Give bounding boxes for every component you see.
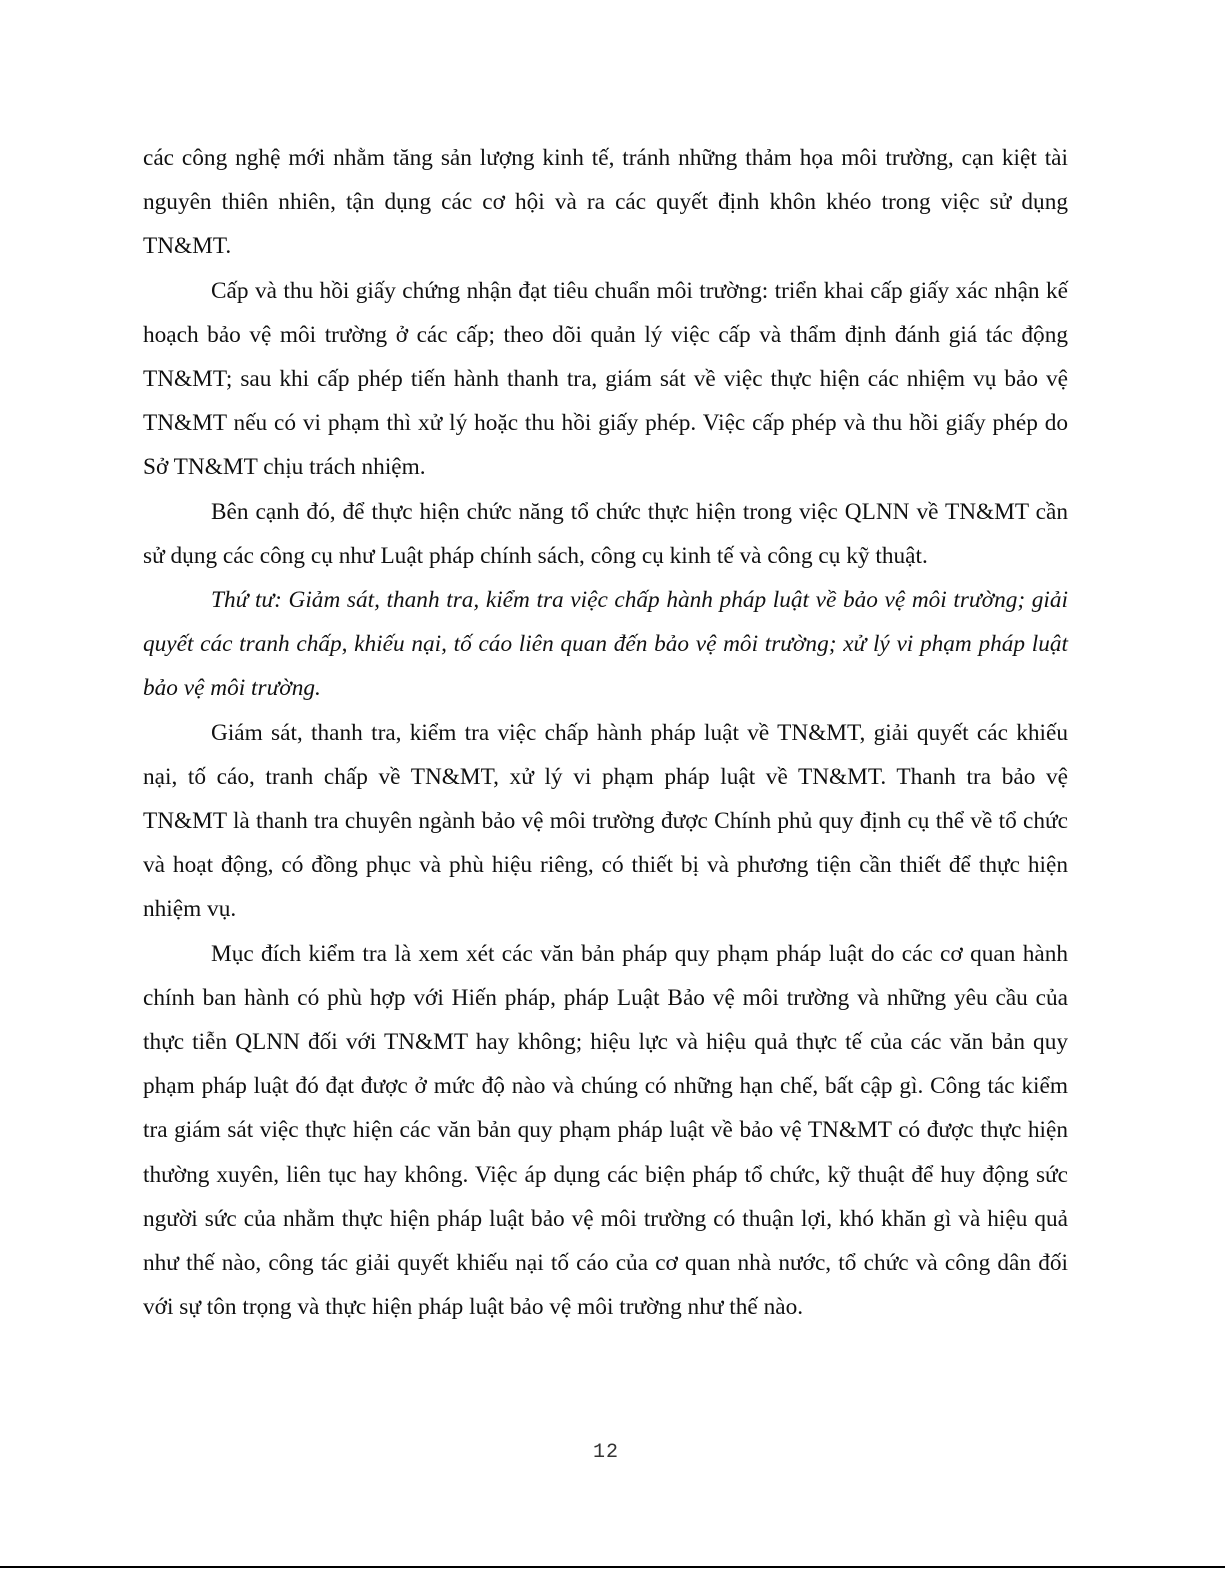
page-number: 12 [592, 1441, 619, 1464]
paragraph-management-tools: Bên cạnh đó, để thực hiện chức năng tổ chức thực hiện trong việc QLNN về TN&MT cần sử dụng các công cụ như Luật pháp chính sách, công cụ kinh tế và công cụ kỹ thuật. [143, 498, 1068, 569]
document-body [143, 136, 1068, 1329]
paragraph-certificate-issuance: Cấp và thu hồi giấy chứng nhận đạt tiêu chuẩn môi trường: triển khai cấp giấy xác nhận kế hoạch bảo vệ môi trường ở các cấp; theo dõi quản lý việc cấp và thẩm định đánh giá tác động TN&MT; sau khi cấp phép tiến hành thanh tra, giám sát về việc thực hiện các nhiệm vụ bảo vệ TN&MT nếu có vi phạm thì xử lý hoặc thu hồi giấy phép. Việc cấp phép và thu hồi giấy phép do Sở TN&MT chịu trách nhiệm. [143, 277, 1068, 481]
bottom-divider [0, 1566, 1225, 1568]
paragraph-inspection-purpose: Mục đích kiểm tra là xem xét các văn bản pháp quy phạm pháp luật do các cơ quan hành chính ban hành có phù hợp với Hiến pháp, pháp Luật Bảo vệ môi trường và những yêu cầu của thực tiễn QLNN đối với TN&MT hay không; hiệu lực và hiệu quả thực tế của các văn bản quy phạm pháp luật đó đạt được ở mức độ nào và chúng có những hạn chế, bất cập gì. Công tác kiểm tra giám sát việc thực hiện các văn bản quy phạm pháp luật về bảo vệ TN&MT có được thực hiện thường xuyên, liên tục hay không. Việc áp dụng các biện pháp tổ chức, kỹ thuật để huy động sức người sức của nhằm thực hiện pháp luật bảo vệ môi trường có thuận lợi, khó khăn gì và hiệu quả như thế nào, công tác giải quyết khiếu nại tố cáo của cơ quan nhà nước, tổ chức và công dân đối với sự tôn trọng và thực hiện pháp luật bảo vệ môi trường như thế nào. [143, 940, 1068, 1321]
paragraph-continuation: các công nghệ mới nhằm tăng sản lượng kinh tế, tránh những thảm họa môi trường, cạn kiệt tài nguyên thiên nhiên, tận dụng các cơ hội và ra các quyết định khôn khéo trong việc sử dụng TN&MT. [143, 145, 1068, 260]
paragraph-fourth-heading: Thứ tư: Giảm sát, thanh tra, kiểm tra việc chấp hành pháp luật về bảo vệ môi trường; giải quyết các tranh chấp, khiếu nại, tố cáo liên quan đến bảo vệ môi trường; xử lý vi phạm pháp luật bảo vệ môi trường. [143, 587, 1068, 702]
paragraph-inspection: Giám sát, thanh tra, kiểm tra việc chấp hành pháp luật về TN&MT, giải quyết các khiếu nại, tố cáo, tranh chấp về TN&MT, xử lý vi phạm pháp luật về TN&MT. Thanh tra bảo vệ TN&MT là thanh tra chuyên ngành bảo vệ môi trường được Chính phủ quy định cụ thể về tổ chức và hoạt động, có đồng phục và phù hiệu riêng, có thiết bị và phương tiện cần thiết để thực hiện nhiệm vụ. [143, 719, 1068, 923]
